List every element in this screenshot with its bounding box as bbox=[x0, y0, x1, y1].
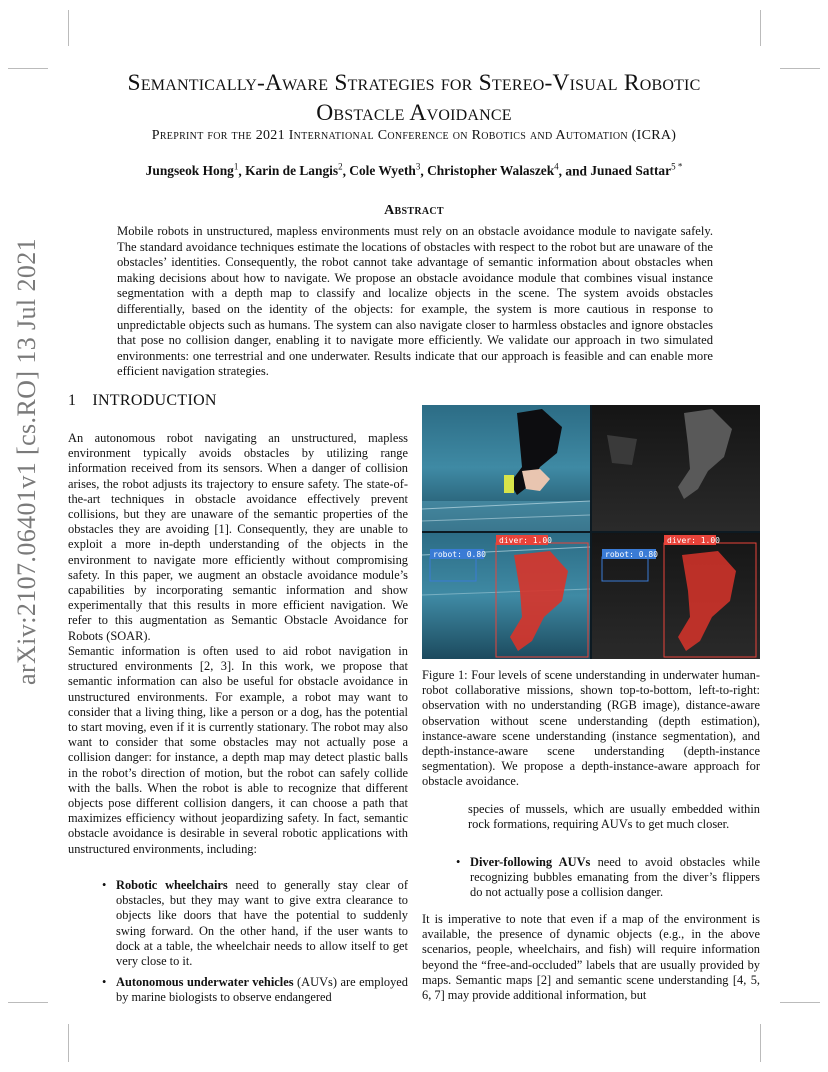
section-number: 1 bbox=[68, 392, 77, 409]
robot-label-left: robot: 0.80 bbox=[433, 550, 486, 559]
crop-mark bbox=[68, 10, 69, 46]
section-title: INTRODUCTION bbox=[92, 392, 217, 409]
list-item bbox=[102, 878, 408, 969]
intro-paragraph-1: An autonomous robot navigating an unstructured, mapless environment typically avoids obstacles by utilizing range information received from its sensors. When a danger of collision arises, the robot adjusts its trajectory to ensure safety. The state-of-the-art techniques in obstacle avoidance effectively prevent collisions, but they are unaware of the semantic properties of the obstacles they are avoiding [1]. Consequently, they are unable to exploit a more in-depth understanding of the objects in the environment to navigate more efficiently without compromising safety. In this paper, we augment an obstacle avoidance module’s capabilities by incorporating semantic information and show experimentally that this results in more efficient navigation. We refer to this augmentation as Semantic Obstacle Avoidance for Robots (SOAR). bbox=[68, 431, 408, 643]
author: Karin de Langis$^2$ bbox=[245, 162, 343, 179]
figure-1-image bbox=[422, 405, 760, 659]
authors-and: and bbox=[565, 163, 587, 179]
bullet-text: need to generally stay clear of obstacles, but they may want to give extra clearance to objects like doors that have the potential to suddenly swing forward. On the other hand, if the user wants to dock at a table, the wheelchair needs to allow itself to get very close to it. bbox=[116, 878, 408, 969]
author: Jungseok Hong$^1$ bbox=[145, 162, 239, 179]
right-paragraph: It is imperative to note that even if a map of the environment is available, the presence of dynamic objects (e.g., in the above scenarios, people, wheelchairs, and fish) will require information beyond the “free-and-occluded” labels that are usually provided by maps. Semantic maps [2] and semantic scene understanding [4, 5, 6, 7] may provide additional information, but bbox=[422, 912, 760, 1003]
abstract-heading: Abstract bbox=[384, 203, 444, 218]
title-line-1: Semantically-Aware Strategies for Stereo-Visual Robotic bbox=[127, 70, 701, 96]
crop-mark bbox=[780, 1002, 820, 1003]
paper-title bbox=[40, 68, 788, 128]
arxiv-stamp: arXiv:2107.06401v1 [cs.RO] 13 Jul 2021 bbox=[12, 237, 41, 685]
crop-mark bbox=[760, 1024, 761, 1062]
author: Junaed Sattar$^{5 *}$ bbox=[590, 162, 683, 179]
bullet-glyph: • bbox=[102, 975, 107, 990]
diver-label-right: diver: 1.00 bbox=[667, 536, 720, 545]
list-item bbox=[456, 855, 760, 901]
crop-mark bbox=[760, 10, 761, 46]
preprint-notice: Preprint for the 2021 International Conference on Robotics and Automation (ICRA) bbox=[151, 128, 677, 143]
list-item bbox=[102, 975, 408, 1005]
abstract-text: Mobile robots in unstructured, mapless environments must rely on an obstacle avoidance module to navigate safely. The standard avoidance techniques estimate the locations of obstacles with respect to the robot but are unaware of the obstacles’ identities. Consequently, the robot cannot take advantage of semantic information about obstacles when making decisions about how to navigate. We propose an obstacle avoidance module that combines visual instance segmentation with a depth map to classify and localize objects in the scene. The system avoids obstacles differentially, based on the identity of the objects: for example, the system is more cautious in response to unpredictable objects such as humans. The system can also navigate closer to harmless obstacles and ignore obstacles that pose no collision danger, enabling it to navigate more efficiently. We validate our approach in two simulated environments: one terrestrial and one underwater. Results indicate that our approach is feasible and can enable more efficient navigation strategies. bbox=[117, 224, 713, 379]
section-heading bbox=[68, 392, 233, 410]
figure-1-caption: Figure 1: Four levels of scene understanding in underwater human-robot collaborative missions, shown top-to-bottom, left-to-right: observation with no understanding (RGB image), distance-aware observation without scene understanding (depth estimation), instance-aware scene understanding (instance segmentation), and depth-instance-aware scene understanding (depth-instance segmentation). We propose a depth-instance-aware approach for obstacle avoidance. bbox=[422, 668, 760, 789]
author-list: Jungseok Hong$^1$, Karin de Langis$^2$, Cole Wyeth$^3$, Christopher Walaszek$^4$, and Junaed Sattar$^{5 *}$ bbox=[145, 162, 683, 179]
bullet-term: Autonomous underwater vehicles bbox=[116, 975, 294, 990]
crop-mark bbox=[68, 1024, 69, 1062]
bullet-term: Diver-following AUVs bbox=[470, 855, 591, 869]
figure-1-svg bbox=[422, 405, 760, 659]
bullet-list-left bbox=[102, 878, 408, 1012]
diver-label-left: diver: 1.00 bbox=[499, 536, 552, 545]
bullet-text: need to avoid obstacles while recognizing bubbles emanating from the diver’s flippers do not actually pose a collision danger. bbox=[470, 855, 760, 900]
depth-panel bbox=[592, 405, 760, 531]
title-line-2: Obstacle Avoidance bbox=[316, 100, 512, 126]
bullet-list-right bbox=[456, 855, 760, 907]
intro-paragraph-2: Semantic information is often used to aid robot navigation in structured environments [2, 3]. In this work, we propose that semantic information can also be useful for obstacle avoidance in unstructured environments. For example, a robot may want to consider that a living thing, like a person or a dog, has the potential to start moving, even if it is currently stationary. The robot may also want to consider that some obstacles may not actually pose a collision danger: for instance, a depth map may detect plastic balls in the robot’s direction of motion, but the robot can safely collide with the balls. When the robot is able to recognize that different objects pose different collision dangers, it can choose a path that maximizes efficiency without jeopardizing safety. In fact, semantic obstacle avoidance is desirable in several robotic applications with unstructured environments, including: bbox=[68, 644, 408, 856]
bullet-glyph: • bbox=[456, 855, 461, 869]
bullet-glyph: • bbox=[102, 878, 107, 892]
author: Christopher Walaszek$^4$ bbox=[427, 162, 559, 179]
robot-label-right: robot: 0.80 bbox=[605, 550, 658, 559]
crop-mark bbox=[8, 1002, 48, 1003]
author: Cole Wyeth$^3$ bbox=[349, 162, 421, 179]
bullet-text: (AUVs) are employed by marine biologists to observe endangered bbox=[116, 975, 408, 1005]
bullet-term: Robotic wheelchairs bbox=[116, 878, 228, 892]
right-column-continuation: species of mussels, which are usually embedded within rock formations, requiring AUVs to get much closer. bbox=[468, 802, 760, 832]
